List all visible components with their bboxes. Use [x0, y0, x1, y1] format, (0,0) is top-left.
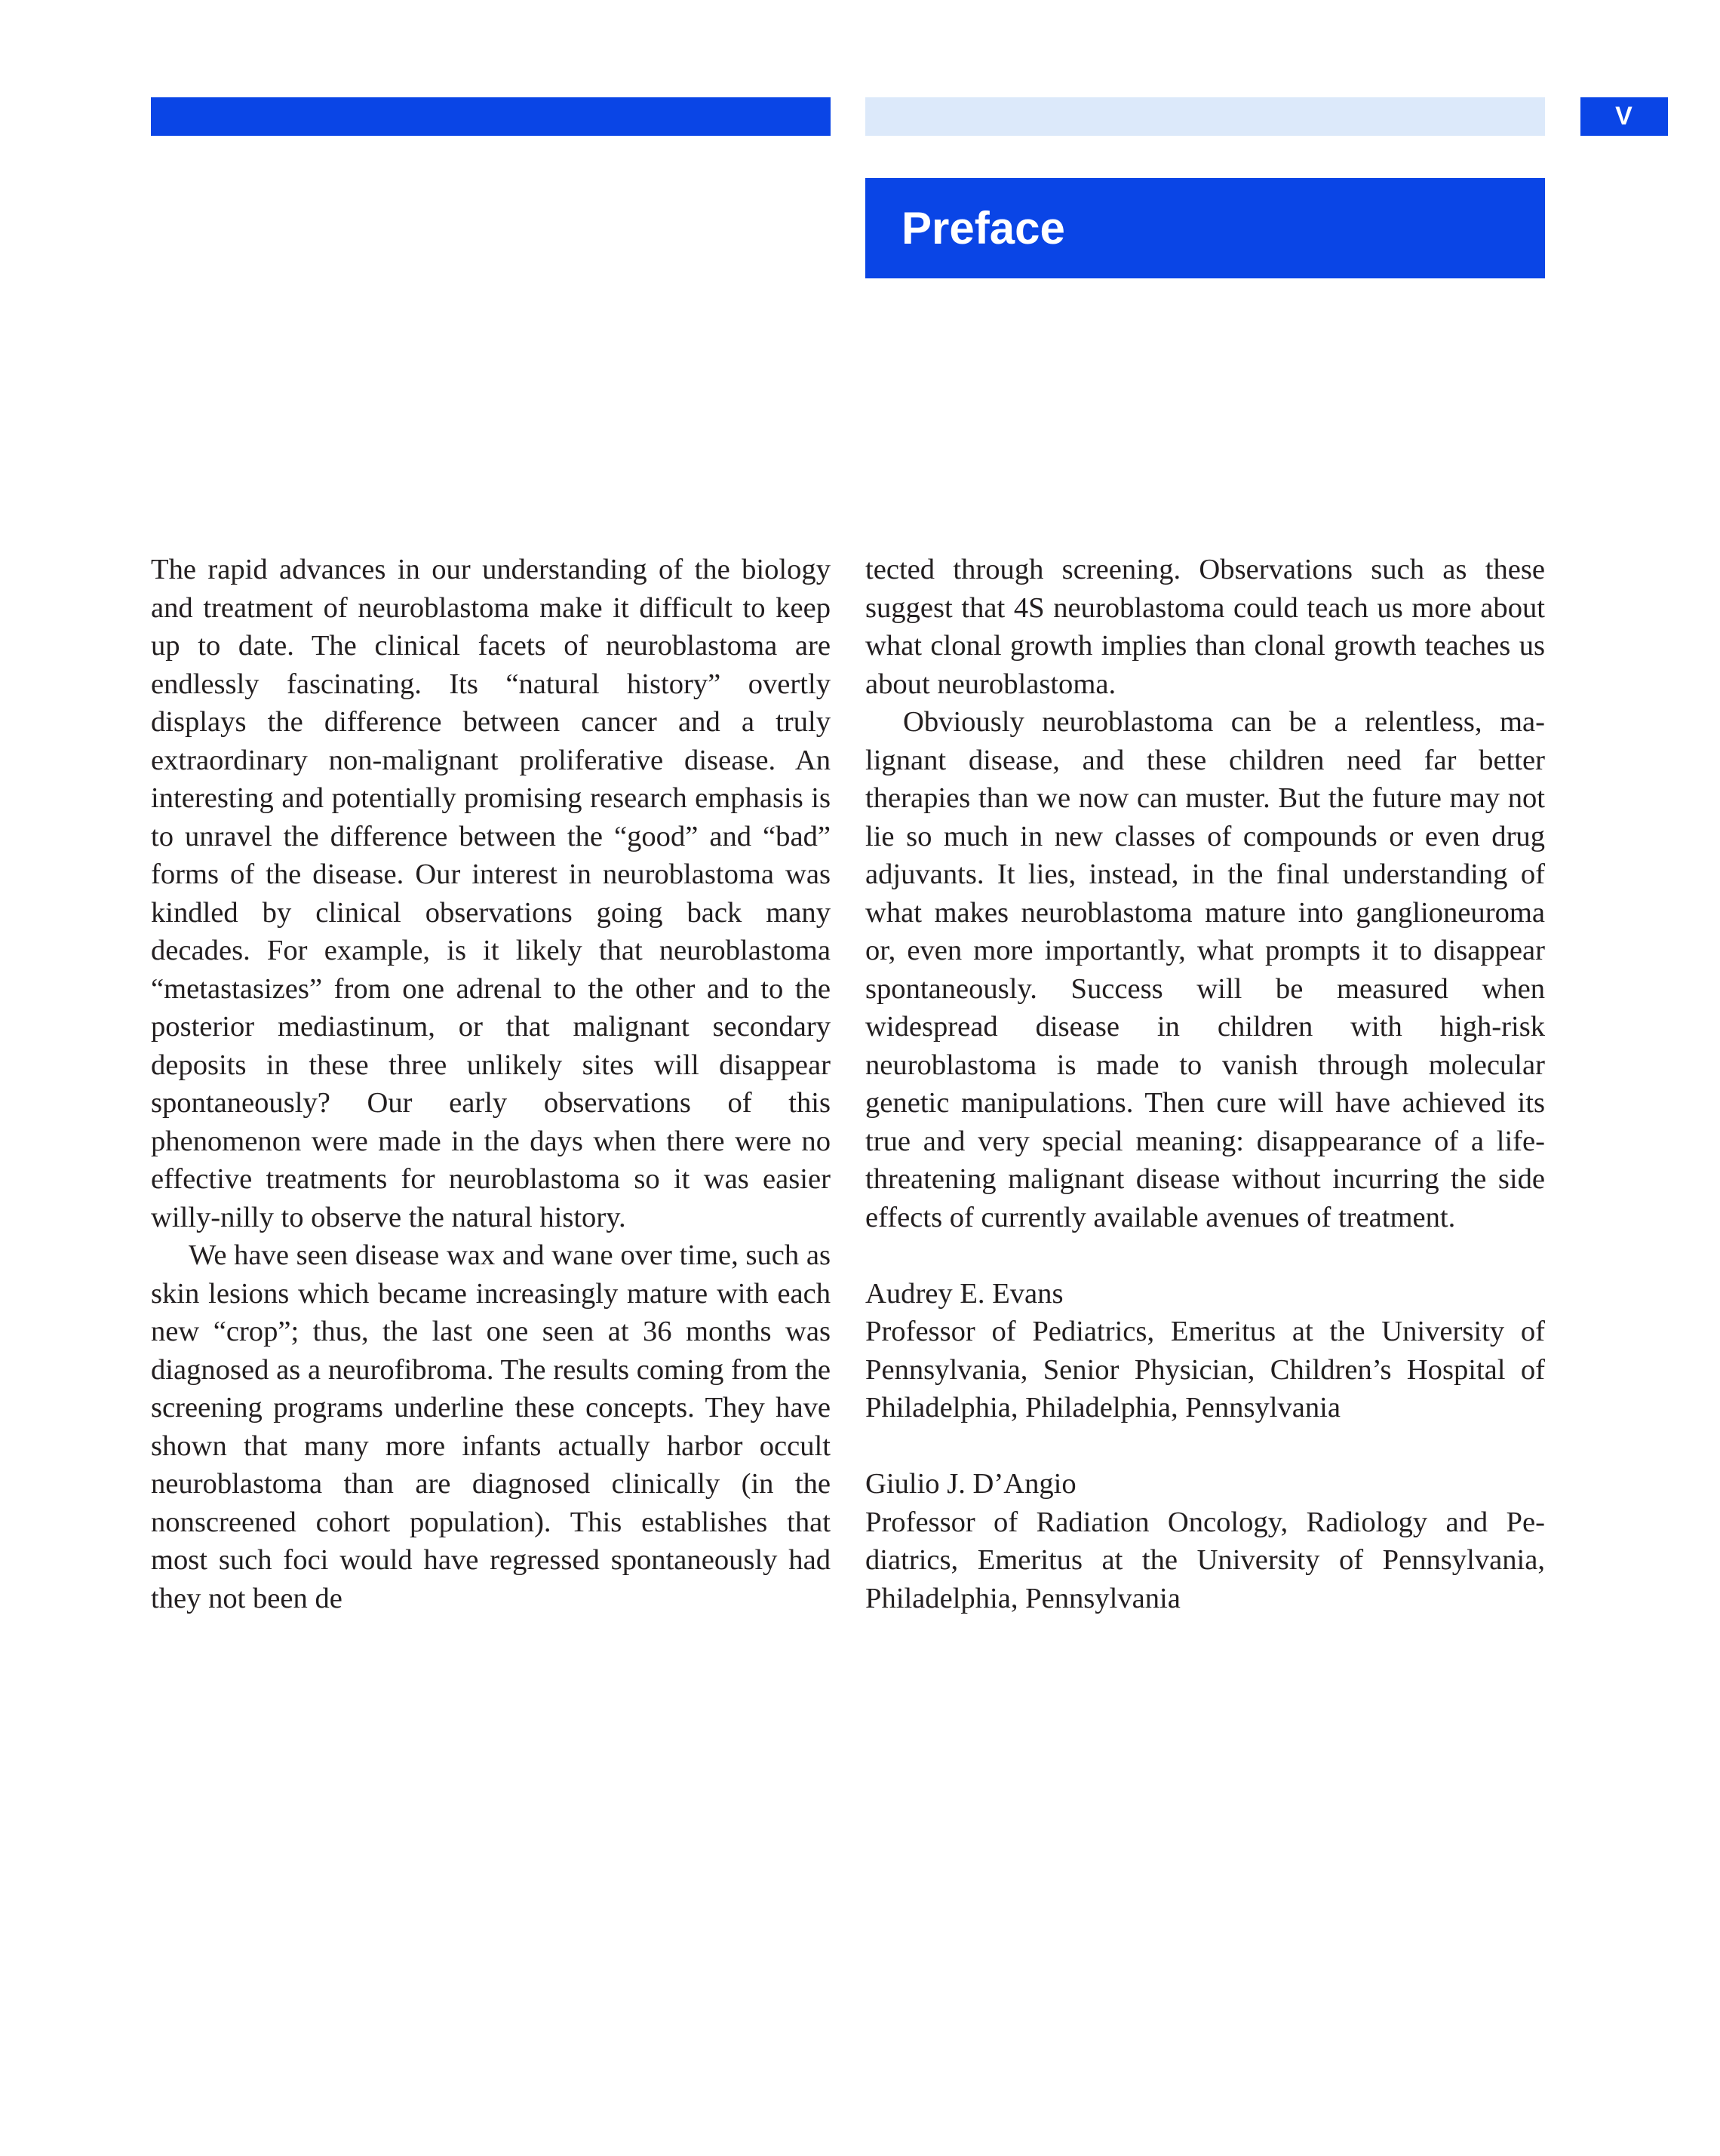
author-affiliation: Professor of Radiation Oncology, Radiology and Pediatrics, Emeritus at the University of Pennsylvania, Philadelphia, Pennsylvania — [865, 1506, 1545, 1614]
author-affiliation: Professor of Pediatrics, Emeritus at the University of Pennsylvania, Senior Physician, Children’s Hospital of Philadelphia, Philadelphia, Pennsylvania — [865, 1316, 1545, 1424]
author-name: Audrey E. Evans — [865, 1277, 1064, 1310]
paragraph: The rapid advances in our understanding of the biology and treatment of neuroblastoma make it difficult to keep up to date. The clinical facets of neuroblastoma are endlessly fascinating. Its “natural history” overtly displays the difference between cancer and a truly extraordinary non-malignant proliferative disease. An interesting and potentially promising research emphasis is to unravel the difference between the “good” and “bad” forms of the disease. Our interest in neuroblastoma was kindled by clinical observations going back many decades. For example, is it likely that neuroblastoma “metastasizes” from one adrenal to the other and to the posterior mediastinum, or that malignant secondary deposits in these three unlikely sites will disappear spontaneously? Our early observations of this phenomenon were made in the days when there were no effective treatments for neuroblastoma so it was easier willy-nilly to observe the natural history. — [151, 554, 831, 1233]
title-box — [865, 178, 1545, 278]
author-name: Giulio J. D’Angio — [865, 1468, 1077, 1500]
header-bar-right — [865, 97, 1545, 136]
paragraph: Obviously neuroblastoma can be a relentless, malignant disease, and these children need far better therapies than we now can muster. But the future may not lie so much in new classes of compounds or even drug adjuvants. It lies, instead, in the final understanding of what makes neuroblastoma mature into ganglioneuroma or, even more importantly, what prompts it to disappear spontaneously. Success will be measured when widespread disease in children with high-risk neuroblastoma is made to vanish through molecular genetic manipulations. Then cure will have achieved its true and very special meaning: disappearance of a life-threatening malignant disease without incurring the side effects of currently available avenues of treatment. — [865, 706, 1545, 1233]
header-bar-left — [151, 97, 831, 136]
page-title: Preface — [901, 203, 1065, 253]
left-column — [151, 551, 831, 1617]
paragraph: We have seen disease wax and wane over time, such as skin lesions which became increasingly mature with each new “crop”; thus, the last one seen at 36 months was diagnosed as a neurofibroma. The results coming from the screening programs underline these concepts. They have shown that many more infants actually harbor occult neuroblastoma than are diagnosed clinically (in the nonscreened cohort population). This establishes that most such foci would have regressed spontaneously had they not been de — [151, 1239, 831, 1614]
page-number: V — [1580, 97, 1668, 136]
right-column — [865, 551, 1545, 1617]
paragraph: tected through screening. Observations such as these suggest that 4S neuroblastoma could teach us more about what clonal growth implies than clonal growth teaches us about neuroblastoma. — [865, 554, 1545, 700]
